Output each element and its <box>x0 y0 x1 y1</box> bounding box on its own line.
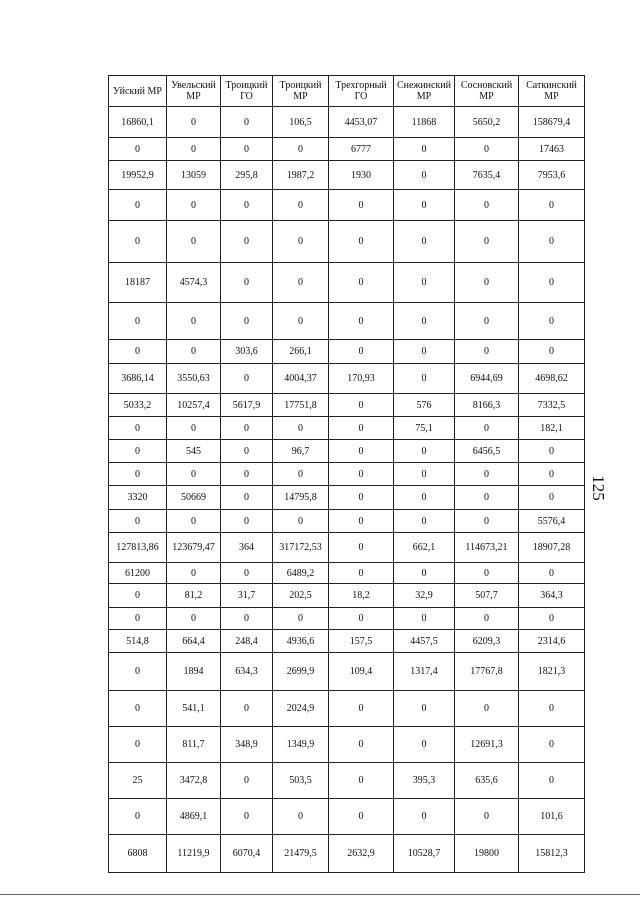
table-cell: 7332,5 <box>519 394 585 417</box>
table-cell: 4574,3 <box>167 263 221 303</box>
table-cell: 364 <box>221 533 273 563</box>
table-cell: 0 <box>329 563 394 584</box>
table-cell: 0 <box>519 221 585 263</box>
table-cell: 0 <box>394 486 455 510</box>
table-cell: 0 <box>167 417 221 440</box>
table-cell: 348,9 <box>221 727 273 763</box>
table-cell: 10257,4 <box>167 394 221 417</box>
table-row <box>109 584 585 608</box>
table-cell: 303,6 <box>221 340 273 364</box>
table-cell: 12691,3 <box>455 727 519 763</box>
table-cell: 0 <box>394 799 455 835</box>
table-cell: 0 <box>109 340 167 364</box>
table-cell: 13059 <box>167 161 221 190</box>
table-cell: 0 <box>455 221 519 263</box>
table-cell: 75,1 <box>394 417 455 440</box>
table-cell: 0 <box>273 463 329 486</box>
table-cell: 16860,1 <box>109 107 167 138</box>
table-cell: 4004,37 <box>273 364 329 394</box>
table-cell: 0 <box>109 653 167 691</box>
table-body <box>109 107 585 873</box>
table-cell: 0 <box>221 138 273 161</box>
table-cell: 0 <box>221 691 273 727</box>
table-cell: 0 <box>519 727 585 763</box>
table-cell: 0 <box>329 533 394 563</box>
table-cell: 6944,69 <box>455 364 519 394</box>
table-cell: 0 <box>455 463 519 486</box>
table-cell: 0 <box>329 440 394 463</box>
table-cell: 0 <box>394 161 455 190</box>
column-header: Увельский МР <box>167 76 221 107</box>
table-cell: 811,7 <box>167 727 221 763</box>
table-cell: 6070,4 <box>221 835 273 873</box>
table-cell: 0 <box>109 691 167 727</box>
table-cell: 11219,9 <box>167 835 221 873</box>
table-cell: 266,1 <box>273 340 329 364</box>
table-cell: 0 <box>221 510 273 533</box>
table-row <box>109 510 585 533</box>
table-cell: 0 <box>273 303 329 340</box>
column-header: Трехгорный ГО <box>329 76 394 107</box>
table-cell: 0 <box>273 417 329 440</box>
table-cell: 0 <box>519 340 585 364</box>
table-cell: 0 <box>221 563 273 584</box>
table-cell: 634,3 <box>221 653 273 691</box>
table-cell: 0 <box>167 221 221 263</box>
table-cell: 3472,8 <box>167 763 221 799</box>
table-cell: 8166,3 <box>455 394 519 417</box>
table-cell: 0 <box>519 691 585 727</box>
table-cell: 0 <box>109 608 167 630</box>
table-cell: 0 <box>109 303 167 340</box>
table-cell: 0 <box>273 190 329 221</box>
table-cell: 0 <box>109 190 167 221</box>
table-cell: 0 <box>167 463 221 486</box>
table-cell: 0 <box>394 727 455 763</box>
table-cell: 0 <box>167 510 221 533</box>
table-cell: 61200 <box>109 563 167 584</box>
table-cell: 109,4 <box>329 653 394 691</box>
table-cell: 5617,9 <box>221 394 273 417</box>
table-cell: 0 <box>329 417 394 440</box>
table-cell: 6777 <box>329 138 394 161</box>
table-row <box>109 463 585 486</box>
table-cell: 0 <box>394 303 455 340</box>
table-cell: 157,5 <box>329 630 394 653</box>
table-cell: 507,7 <box>455 584 519 608</box>
table-cell: 0 <box>167 563 221 584</box>
table-cell: 0 <box>221 190 273 221</box>
table-cell: 0 <box>455 510 519 533</box>
table-cell: 0 <box>167 608 221 630</box>
table-row <box>109 533 585 563</box>
table-cell: 10528,7 <box>394 835 455 873</box>
table-cell: 7953,6 <box>519 161 585 190</box>
column-header: Уйский МР <box>109 76 167 107</box>
column-header: Троицкий ГО <box>221 76 273 107</box>
table-cell: 5576,4 <box>519 510 585 533</box>
table-cell: 0 <box>329 727 394 763</box>
table-cell: 0 <box>221 763 273 799</box>
table-cell: 1821,3 <box>519 653 585 691</box>
table-cell: 0 <box>109 417 167 440</box>
table-cell: 0 <box>167 190 221 221</box>
table-cell: 0 <box>109 510 167 533</box>
table-cell: 0 <box>109 138 167 161</box>
table-cell: 0 <box>455 799 519 835</box>
table-cell: 0 <box>455 190 519 221</box>
table-cell: 0 <box>394 138 455 161</box>
table-cell: 17751,8 <box>273 394 329 417</box>
table-cell: 1987,2 <box>273 161 329 190</box>
table-cell: 4453,07 <box>329 107 394 138</box>
table-row <box>109 835 585 873</box>
table-cell: 0 <box>329 763 394 799</box>
table-cell: 0 <box>455 563 519 584</box>
table-cell: 0 <box>519 190 585 221</box>
table-row <box>109 630 585 653</box>
table-cell: 0 <box>221 440 273 463</box>
table-cell: 0 <box>394 463 455 486</box>
table-cell: 0 <box>329 510 394 533</box>
table-cell: 0 <box>273 138 329 161</box>
table-cell: 0 <box>273 510 329 533</box>
table-cell: 14795,8 <box>273 486 329 510</box>
table-row <box>109 763 585 799</box>
table-cell: 664,4 <box>167 630 221 653</box>
table-cell: 0 <box>109 221 167 263</box>
table-cell: 6209,3 <box>455 630 519 653</box>
data-table <box>108 75 585 873</box>
table-cell: 503,5 <box>273 763 329 799</box>
column-header: Троицкий МР <box>273 76 329 107</box>
table-cell: 127813,86 <box>109 533 167 563</box>
table-cell: 3320 <box>109 486 167 510</box>
table-row <box>109 303 585 340</box>
table-cell: 123679,47 <box>167 533 221 563</box>
table-cell: 0 <box>109 727 167 763</box>
table-cell: 0 <box>394 340 455 364</box>
table-cell: 0 <box>221 303 273 340</box>
table-cell: 1930 <box>329 161 394 190</box>
table-cell: 0 <box>273 221 329 263</box>
table-cell: 2314,6 <box>519 630 585 653</box>
table-cell: 0 <box>519 303 585 340</box>
table-cell: 3550,63 <box>167 364 221 394</box>
table-cell: 0 <box>329 486 394 510</box>
table-cell: 15812,3 <box>519 835 585 873</box>
table-cell: 0 <box>394 691 455 727</box>
table-cell: 18,2 <box>329 584 394 608</box>
table-cell: 0 <box>167 303 221 340</box>
table-cell: 662,1 <box>394 533 455 563</box>
table-cell: 6808 <box>109 835 167 873</box>
table-row <box>109 221 585 263</box>
table-cell: 4869,1 <box>167 799 221 835</box>
table-cell: 0 <box>221 417 273 440</box>
table-row <box>109 799 585 835</box>
table-row <box>109 440 585 463</box>
table-cell: 0 <box>455 691 519 727</box>
table-row <box>109 340 585 364</box>
table-cell: 4698,62 <box>519 364 585 394</box>
table-cell: 0 <box>109 440 167 463</box>
table-cell: 17767,8 <box>455 653 519 691</box>
table-cell: 3686,14 <box>109 364 167 394</box>
table-cell: 96,7 <box>273 440 329 463</box>
table-cell: 0 <box>273 608 329 630</box>
table-cell: 364,3 <box>519 584 585 608</box>
table-cell: 11868 <box>394 107 455 138</box>
table-cell: 17463 <box>519 138 585 161</box>
table-cell: 101,6 <box>519 799 585 835</box>
table-cell: 5650,2 <box>455 107 519 138</box>
table-row <box>109 138 585 161</box>
table-cell: 31,7 <box>221 584 273 608</box>
table-row <box>109 417 585 440</box>
table-cell: 32,9 <box>394 584 455 608</box>
table-cell: 4936,6 <box>273 630 329 653</box>
table-cell: 18187 <box>109 263 167 303</box>
table-cell: 0 <box>221 463 273 486</box>
table-cell: 0 <box>221 799 273 835</box>
table-cell: 248,4 <box>221 630 273 653</box>
header-row <box>109 76 585 107</box>
table-cell: 182,1 <box>519 417 585 440</box>
table-cell: 295,8 <box>221 161 273 190</box>
column-header: Саткинский МР <box>519 76 585 107</box>
table-cell: 0 <box>519 486 585 510</box>
table-cell: 0 <box>329 463 394 486</box>
table-cell: 1894 <box>167 653 221 691</box>
table-cell: 0 <box>329 303 394 340</box>
table-cell: 0 <box>273 263 329 303</box>
table-cell: 0 <box>221 263 273 303</box>
table-cell: 0 <box>329 340 394 364</box>
table-cell: 0 <box>394 440 455 463</box>
table-cell: 106,5 <box>273 107 329 138</box>
table-cell: 0 <box>329 394 394 417</box>
table-row <box>109 608 585 630</box>
table-cell: 6456,5 <box>455 440 519 463</box>
table-cell: 0 <box>394 563 455 584</box>
table-cell: 0 <box>221 486 273 510</box>
table-cell: 18907,28 <box>519 533 585 563</box>
table-cell: 0 <box>519 763 585 799</box>
table-cell: 0 <box>394 263 455 303</box>
table-cell: 158679,4 <box>519 107 585 138</box>
table-cell: 0 <box>455 138 519 161</box>
table-cell: 4457,5 <box>394 630 455 653</box>
table-cell: 0 <box>109 463 167 486</box>
table-cell: 635,6 <box>455 763 519 799</box>
table-cell: 0 <box>329 691 394 727</box>
table-cell: 1349,9 <box>273 727 329 763</box>
table-row <box>109 486 585 510</box>
table-cell: 395,3 <box>394 763 455 799</box>
table-cell: 317172,53 <box>273 533 329 563</box>
table-cell: 0 <box>167 107 221 138</box>
table-cell: 114673,21 <box>455 533 519 563</box>
table-cell: 0 <box>221 608 273 630</box>
table-cell: 545 <box>167 440 221 463</box>
table-cell: 0 <box>329 263 394 303</box>
table-cell: 0 <box>167 138 221 161</box>
table-cell: 19952,9 <box>109 161 167 190</box>
bottom-divider <box>0 894 640 895</box>
table-cell: 0 <box>329 190 394 221</box>
table-row <box>109 727 585 763</box>
table-cell: 0 <box>221 107 273 138</box>
table-cell: 0 <box>455 303 519 340</box>
table-cell: 202,5 <box>273 584 329 608</box>
table-cell: 0 <box>394 221 455 263</box>
table-cell: 0 <box>329 608 394 630</box>
table-cell: 1317,4 <box>394 653 455 691</box>
table-row <box>109 691 585 727</box>
table-cell: 7635,4 <box>455 161 519 190</box>
table-cell: 6489,2 <box>273 563 329 584</box>
table-cell: 0 <box>109 584 167 608</box>
table-cell: 0 <box>329 799 394 835</box>
table-cell: 19800 <box>455 835 519 873</box>
table-row <box>109 653 585 691</box>
table-cell: 0 <box>221 364 273 394</box>
table-cell: 0 <box>519 440 585 463</box>
table-cell: 0 <box>167 340 221 364</box>
table-row <box>109 364 585 394</box>
table-cell: 0 <box>394 608 455 630</box>
table-cell: 170,93 <box>329 364 394 394</box>
table-cell: 0 <box>329 221 394 263</box>
table-cell: 81,2 <box>167 584 221 608</box>
table-cell: 0 <box>519 463 585 486</box>
table-cell: 541,1 <box>167 691 221 727</box>
table-cell: 0 <box>109 799 167 835</box>
table-cell: 2699,9 <box>273 653 329 691</box>
table-cell: 0 <box>519 563 585 584</box>
table-cell: 50669 <box>167 486 221 510</box>
page-number: 125 <box>589 475 608 501</box>
table-cell: 0 <box>221 221 273 263</box>
column-header: Снежинский МР <box>394 76 455 107</box>
table-cell: 0 <box>519 263 585 303</box>
table-cell: 0 <box>519 608 585 630</box>
table-cell: 21479,5 <box>273 835 329 873</box>
table-row <box>109 263 585 303</box>
table-cell: 0 <box>394 190 455 221</box>
table-cell: 514,8 <box>109 630 167 653</box>
table-cell: 5033,2 <box>109 394 167 417</box>
table-cell: 0 <box>455 263 519 303</box>
table-row <box>109 394 585 417</box>
table-cell: 2024,9 <box>273 691 329 727</box>
table-row <box>109 190 585 221</box>
column-header: Сосновский МР <box>455 76 519 107</box>
table-cell: 2632,9 <box>329 835 394 873</box>
table-cell: 0 <box>455 417 519 440</box>
table-cell: 0 <box>455 608 519 630</box>
table-cell: 0 <box>273 799 329 835</box>
table-row <box>109 563 585 584</box>
table-row <box>109 161 585 190</box>
table-row <box>109 107 585 138</box>
table-cell: 25 <box>109 763 167 799</box>
table-cell: 0 <box>394 510 455 533</box>
table-cell: 576 <box>394 394 455 417</box>
table-cell: 0 <box>394 364 455 394</box>
table-cell: 0 <box>455 340 519 364</box>
table-cell: 0 <box>455 486 519 510</box>
